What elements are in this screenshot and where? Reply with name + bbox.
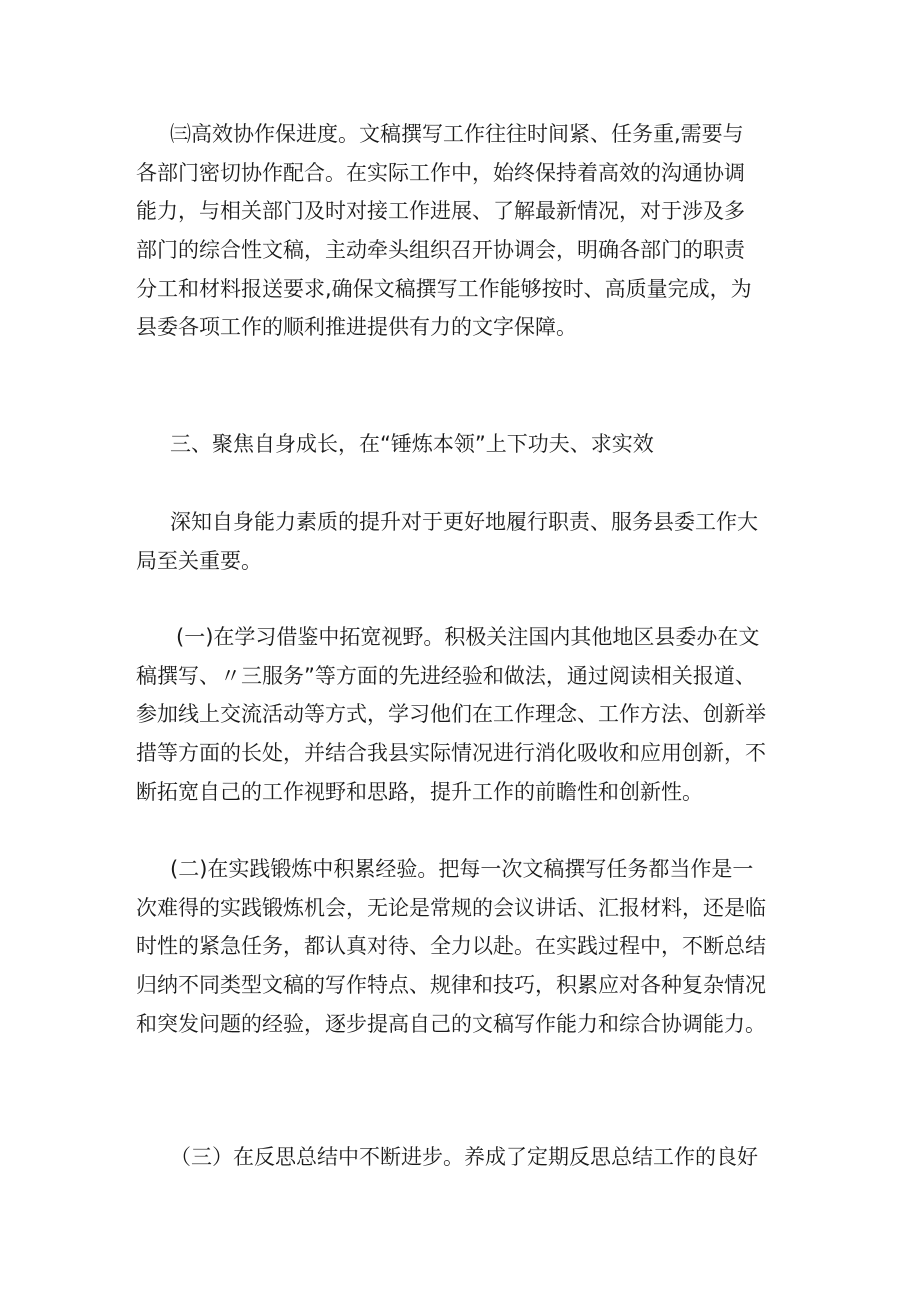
text-line: ㈢高效协作保进度。文稿撰写工作往往时间紧、任务重,需要与: [170, 122, 744, 146]
text-line: （三）在反思总结中不断进步。养成了定期反思总结工作的良好: [170, 1145, 758, 1169]
text-line: (二)在实践锻炼中积累经验。把每一次文稿撰写任务都当作是一: [170, 857, 754, 881]
text-line: 断拓宽自己的工作视野和思路，提升工作的前瞻性和创新性。: [136, 779, 703, 804]
paragraph-reflection: [136, 1138, 788, 1177]
section-heading-three: [136, 425, 788, 464]
text-line: 稿撰写、〃三服务”等方面的先进经验和做法，通过阅读相关报道、: [136, 663, 756, 688]
text-line: 分工和材料报送要求,确保文稿撰写工作能够按时、高质量完成，为: [136, 276, 752, 301]
text-line: 局至关重要。: [136, 548, 262, 573]
paragraph-intro: [136, 503, 788, 580]
text-line: 部门的综合性文稿，主动牵头组织召开协调会，明确各部门的职责: [136, 238, 745, 263]
paragraph-learning: [136, 618, 788, 811]
text-line: 归纳不同类型文稿的写作特点、规律和技巧，积累应对各种复杂情况: [136, 973, 766, 998]
section-heading: 三、聚焦自身成长，在“锤炼本领”上下功夫、求实效: [170, 432, 654, 456]
text-line: 县委各项工作的顺利推进提供有力的文字保障。: [136, 315, 577, 340]
paragraph-practice: [136, 850, 788, 1043]
text-line: 能力，与相关部门及时对接工作进展、了解最新情况，对于涉及多: [136, 199, 745, 224]
text-line: 参加线上交流活动等方式，学习他们在工作理念、工作方法、创新举: [136, 702, 766, 727]
text-line: 各部门密切协作配合。在实际工作中，始终保持着高效的沟通协调: [136, 160, 745, 185]
text-line: 和突发问题的经验，逐步提高自己的文稿写作能力和综合协调能力。: [136, 1011, 766, 1036]
text-line: 次难得的实践锻炼机会，无论是常规的会议讲话、汇报材料，还是临: [136, 895, 766, 920]
paragraph-efficient-collaboration: [136, 115, 788, 347]
text-line: (一)在学习借鉴中拓宽视野。积极关注国内其他地区县委办在文: [176, 625, 760, 649]
text-line: 时性的紧急任务，都认真对待、全力以赴。在实践过程中，不断总结: [136, 934, 766, 959]
text-line: 措等方面的长处，并结合我县实际情况进行消化吸收和应用创新，不: [136, 741, 766, 766]
text-line: 深知自身能力素质的提升对于更好地履行职责、服务县委工作大: [170, 510, 758, 534]
